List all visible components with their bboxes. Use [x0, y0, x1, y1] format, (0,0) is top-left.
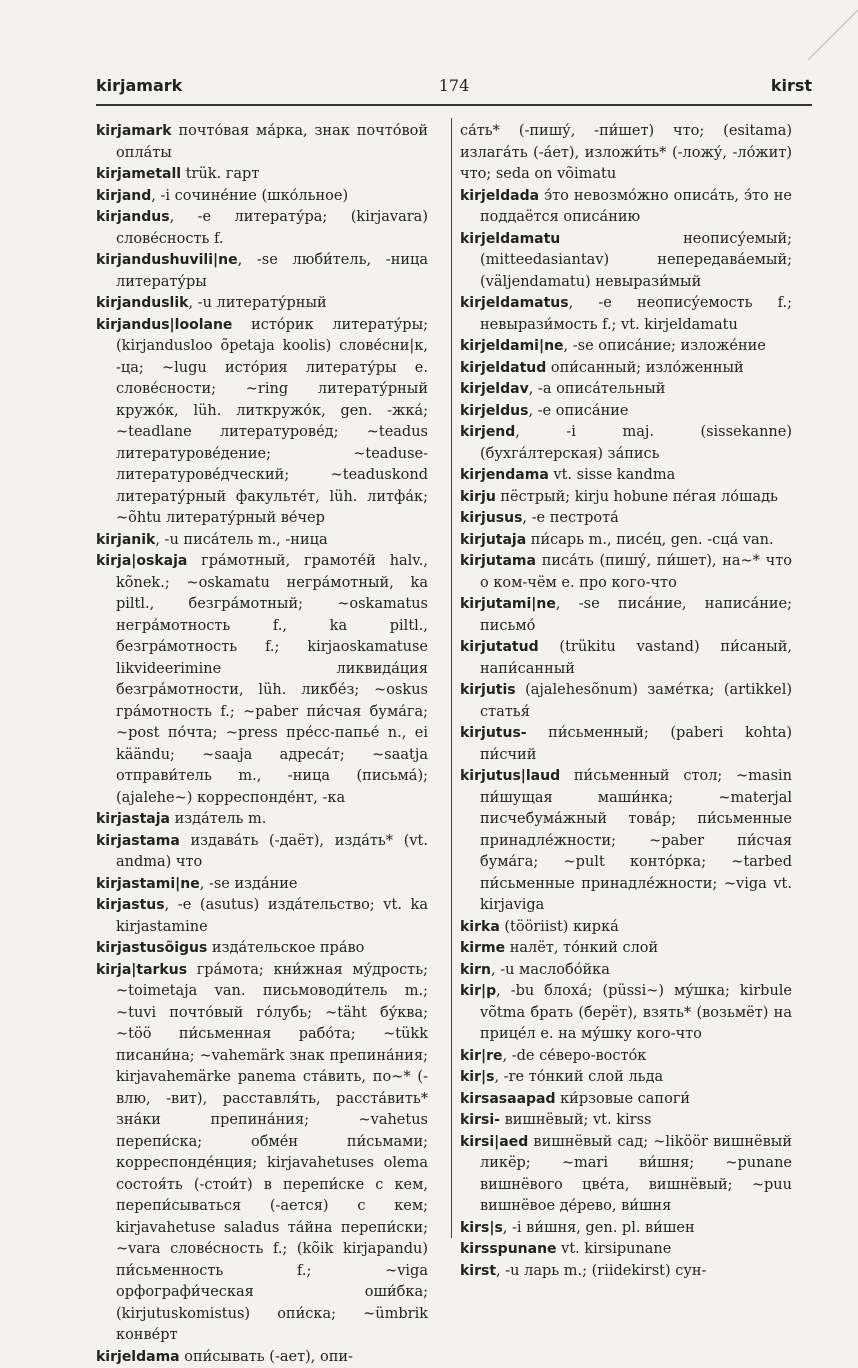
entry-definition: , -i ви́шня, gen. pl. ви́шен: [503, 1220, 695, 1236]
entry-headword: kirjastama: [96, 833, 180, 849]
dictionary-entry: [96, 809, 428, 831]
dictionary-entry: [96, 250, 428, 293]
entry-definition: , -se люби́тель, -ница литерату́ры: [116, 252, 428, 290]
entry-headword: kirka: [460, 919, 500, 935]
entry-headword: kirjusus: [460, 510, 522, 526]
dictionary-entry: [460, 637, 792, 680]
column-divider: [451, 118, 452, 1238]
entry-headword: kirjandushuvili|ne: [96, 252, 238, 268]
dictionary-entry: [460, 766, 792, 917]
dictionary-entry: [460, 960, 792, 982]
entry-definition: , -a описа́тельный: [529, 381, 666, 397]
entry-headword: kirsi-: [460, 1112, 500, 1128]
entry-definition: , -e (asutus) изда́тельство; vt. ka kirjastamine: [116, 897, 428, 935]
entry-definition: , -se изда́ние: [200, 876, 298, 892]
entry-definition: , -u писа́тель m., -ница: [155, 532, 327, 548]
entry-definition: налёт, то́нкий слой: [505, 940, 658, 956]
dictionary-entry: [460, 723, 792, 766]
dictionary-entry: [460, 1067, 792, 1089]
entry-definition: trük. гарт: [181, 166, 259, 182]
dictionary-entry: [96, 164, 428, 186]
dictionary-entry: [460, 1132, 792, 1218]
dictionary-entry: [96, 551, 428, 809]
entry-definition: опи́санный; изло́женный: [546, 360, 743, 376]
dictionary-entry: [460, 530, 792, 552]
dictionary-entry: [460, 422, 792, 465]
dictionary-entry: [460, 594, 792, 637]
entry-definition: (trükitu vastand) пи́саный, напи́санный: [480, 639, 792, 677]
entry-headword: kirjendama: [460, 467, 549, 483]
dictionary-entry: [460, 229, 792, 294]
dictionary-entry: [460, 465, 792, 487]
dictionary-entry: [96, 831, 428, 874]
entry-definition: vt. kirsipunane: [557, 1241, 672, 1257]
entry-headword: kirjametall: [96, 166, 181, 182]
header-rule: [96, 104, 812, 106]
entry-definition: , -u маслобо́йка: [491, 962, 610, 978]
entry-definition: , -de се́веро-восто́к: [503, 1048, 647, 1064]
entry-definition: , -u литерату́рный: [188, 295, 326, 311]
dictionary-entry: [460, 336, 792, 358]
right-column: [460, 121, 792, 1282]
dictionary-entry: [460, 1239, 792, 1261]
entry-headword: kirja|tarkus: [96, 962, 187, 978]
dictionary-entry: [96, 186, 428, 208]
entry-definition: неопису́емый; (mitteedasiantav) непередава́емый; (väljendamatu) невырази́мый: [480, 231, 792, 290]
dictionary-entry: [96, 293, 428, 315]
entry-definition: , -e описа́ние: [528, 403, 628, 419]
right-running-headword: kirst: [771, 76, 812, 95]
entry-headword: kirjutami|ne: [460, 596, 556, 612]
entry-definition: , -e литерату́ра; (kirjavara) слове́сность f.: [116, 209, 428, 247]
entry-headword: kirjeldama: [96, 1349, 180, 1365]
entry-definition: , -bu блоха́; (püssi~) му́шка; kirbule võtma брать (берёт), взять* (возьмёт) на прице́л e. на му́шку кого-что: [480, 983, 792, 1042]
dictionary-entry: [96, 895, 428, 938]
dictionary-entry: [460, 379, 792, 401]
entry-definition: изда́тельское пра́во: [207, 940, 364, 956]
entry-definition: исто́рик литерату́ры; (kirjandusloo õpetaja koolis) слове́сни|к, -ца; ~lugu исто́рия литерату́ры e. слове́сности; ~ring литерату́рный кружо́к, lüh. литкружо́к, gen. -жка́; ~teadlane литературове́д; ~teadus литературове́дение; ~teaduse- литературове́дческий; ~teaduskond литерату́рный факульте́т, lüh. литфа́к; ~õhtu литерату́рный ве́чер: [116, 317, 428, 527]
dictionary-entry: [460, 293, 792, 336]
entry-definition: , -e неопису́емость f.; невырази́мость f.; vt. kirjeldamatu: [480, 295, 792, 333]
entry-definition: изда́тель m.: [170, 811, 266, 827]
entry-headword: kirjandus: [96, 209, 170, 225]
dictionary-entry: [460, 401, 792, 423]
entry-headword: kirme: [460, 940, 505, 956]
entry-definition: опи́сывать (-ает), опи-: [180, 1349, 353, 1365]
left-column: [96, 121, 428, 1368]
dictionary-entry: [460, 917, 792, 939]
entry-definition: , -se описа́ние; изложе́ние: [564, 338, 766, 354]
entry-definition: , -i сочине́ние (шко́льное): [151, 188, 348, 204]
entry-headword: kir|s: [460, 1069, 494, 1085]
entry-headword: kirs|s: [460, 1220, 503, 1236]
dictionary-entry: [460, 487, 792, 509]
entry-headword: kirja|oskaja: [96, 553, 187, 569]
entry-definition: э́то невозмо́жно описа́ть, э́то не поддаётся описа́нию: [480, 188, 792, 226]
entry-headword: kirjastus: [96, 897, 165, 913]
entry-headword: kirjeldatud: [460, 360, 546, 376]
entry-headword: kirjand: [96, 188, 151, 204]
entry-definition: , -u ларь m.; (riidekirst) сун-: [496, 1263, 706, 1279]
entry-headword: kirjeldami|ne: [460, 338, 564, 354]
entry-definition: пи́сьменный; (paberi kohta) пи́счий: [480, 725, 792, 763]
dictionary-entry: [460, 1261, 792, 1283]
entry-headword: kirjandus|loolane: [96, 317, 232, 333]
entry-headword: kirjastami|ne: [96, 876, 200, 892]
entry-headword: kirjastusõigus: [96, 940, 207, 956]
entry-headword: kir|re: [460, 1048, 503, 1064]
entry-definition: , -e пестрота́: [522, 510, 618, 526]
entry-headword: kirjanduslik: [96, 295, 188, 311]
dictionary-entry: [96, 530, 428, 552]
entry-headword: kir|p: [460, 983, 496, 999]
dictionary-entry: [460, 680, 792, 723]
entry-headword: kirsi|aed: [460, 1134, 528, 1150]
entry-headword: kirjeldav: [460, 381, 529, 397]
entry-headword: kirjutus|laud: [460, 768, 560, 784]
entry-headword: kirjutus-: [460, 725, 527, 741]
dictionary-entry: [96, 1347, 428, 1368]
dictionary-entry: [460, 508, 792, 530]
entry-definition: вишнёвый; vt. kirss: [500, 1112, 652, 1128]
dictionary-entry: [460, 1046, 792, 1068]
entry-definition: (ajalehesõnum) заме́тка; (artikkel) статья́: [480, 682, 792, 720]
dictionary-entry: [460, 1089, 792, 1111]
entry-definition: пёстрый; kirju hobune пе́гая ло́шадь: [496, 489, 778, 505]
dictionary-entry: [460, 1218, 792, 1240]
entry-definition: писа́ть (пишу́, пи́шет), на~* что о ком-чём e. про кого-что: [480, 553, 792, 591]
entry-headword: kirjutama: [460, 553, 536, 569]
entry-headword: kirju: [460, 489, 496, 505]
entry-definition: са́ть* (-пишу́, -пи́шет) что; (esitama) излага́ть (-а́ет), изложи́ть* (-ложу́, -ло́жит) что; seda on võimatu: [460, 123, 792, 182]
entry-definition: гра́мотный, грамоте́й halv., kõnek.; ~oskamatu негра́мотный, ka piltl., безгра́мотный; ~oskamatus негра́мотность f., ka piltl., безгра́мотность f.; kirjaoskamatuse likvideerimine ликвида́ция безгра́мотности, lüh. ликбе́з; ~oskus гра́мотность f.; ~paber пи́счая бума́га; ~post по́чта; ~press пре́сс-папье́ n., ei käändu; ~saaja адреса́т; ~saatja отправи́тель m., -ница (письма́); (ajalehe~) корреспонде́нт, -ка: [116, 553, 428, 806]
entry-definition: , -re то́нкий слой льда: [494, 1069, 663, 1085]
entry-headword: kirjutaja: [460, 532, 526, 548]
dictionary-entry: [460, 1110, 792, 1132]
entry-headword: kirjeldamatu: [460, 231, 560, 247]
dictionary-entry: [96, 121, 428, 164]
dictionary-entry: [460, 121, 792, 186]
page-corner-fold: [798, 0, 858, 60]
entry-headword: kirjutatud: [460, 639, 539, 655]
dictionary-entry: [96, 874, 428, 896]
entry-headword: kirjastaja: [96, 811, 170, 827]
entry-headword: kirjend: [460, 424, 515, 440]
entry-headword: kirsasaapad: [460, 1091, 556, 1107]
entry-definition: , -se писа́ние, написа́ние; письмо́: [480, 596, 792, 634]
entry-definition: ки́рзовые сапоги́: [556, 1091, 691, 1107]
entry-headword: kirjeldus: [460, 403, 528, 419]
entry-definition: (tööriist) кирка́: [500, 919, 619, 935]
entry-headword: kirjeldamatus: [460, 295, 569, 311]
entry-headword: kirjeldada: [460, 188, 539, 204]
entry-definition: издава́ть (-даёт), изда́ть* (vt. andma) что: [116, 833, 428, 871]
page-number: 174: [96, 76, 812, 95]
entry-headword: kirn: [460, 962, 491, 978]
page-header: [96, 72, 812, 102]
entry-definition: вишнёвый сад; ~liköör вишнёвый ликёр; ~mari ви́шня; ~punane вишнёвого цве́та, вишнёвый; ~puu вишнёвое де́рево, ви́шня: [480, 1134, 792, 1215]
entry-headword: kirjanik: [96, 532, 155, 548]
entry-definition: пи́сарь m., писе́ц, gen. -сца́ van.: [526, 532, 773, 548]
dictionary-entry: [96, 315, 428, 530]
entry-definition: пи́сьменный стол; ~masin пи́шущая маши́нка; ~materjal писчебума́жный това́р; пи́сьменные принадле́жности; ~paber пи́счая бума́га; ~pult конто́рка; ~tarbed пи́сьменные принадле́жности; ~viga vt. kirjaviga: [480, 768, 792, 913]
dictionary-entry: [460, 981, 792, 1046]
entry-headword: kirjamark: [96, 123, 172, 139]
entry-headword: kirsspunane: [460, 1241, 557, 1257]
dictionary-entry: [460, 186, 792, 229]
dictionary-entry: [460, 938, 792, 960]
entry-headword: kirst: [460, 1263, 496, 1279]
entry-definition: почто́вая ма́рка, знак почто́вой опла́ты: [116, 123, 428, 161]
entry-definition: , -i maj. (sissekanne) (бухга́лтерская) за́пись: [480, 424, 792, 462]
dictionary-entry: [96, 207, 428, 250]
dictionary-entry: [460, 358, 792, 380]
entry-definition: гра́мота; кни́жная му́дрость; ~toimetaja van. письмоводи́тель m.; ~tuvi почто́вый го́лубь; ~täht бу́ква; ~töö пи́сьменная рабо́та; ~tükk писани́на; ~vahemärk знак препина́ния; kirjavahemärke panema ста́вить, по~* (-влю, -вит), расставля́ть, расста́вить* зна́ки препина́ния; ~vahetus перепи́ска; обме́н пи́сьмами; корреспонде́нция; kirjavahetuses olema состоя́ть (-стои́т) в перепи́ске с кем, перепи́сываться (-ается) с кем; kirjavahetuse saladus та́йна перепи́ски; ~vara слове́сность f.; (kõik kirjapandu) пи́сьменность f.; ~viga орфографи́ческая оши́бка; (kirjutuskomistus) опи́ска; ~ümbrik конве́рт: [116, 962, 428, 1344]
dictionary-entry: [96, 938, 428, 960]
entry-definition: vt. sisse kandma: [549, 467, 675, 483]
entry-headword: kirjutis: [460, 682, 516, 698]
dictionary-entry: [96, 960, 428, 1347]
left-running-headword: kirjamark: [96, 76, 182, 95]
dictionary-entry: [460, 551, 792, 594]
